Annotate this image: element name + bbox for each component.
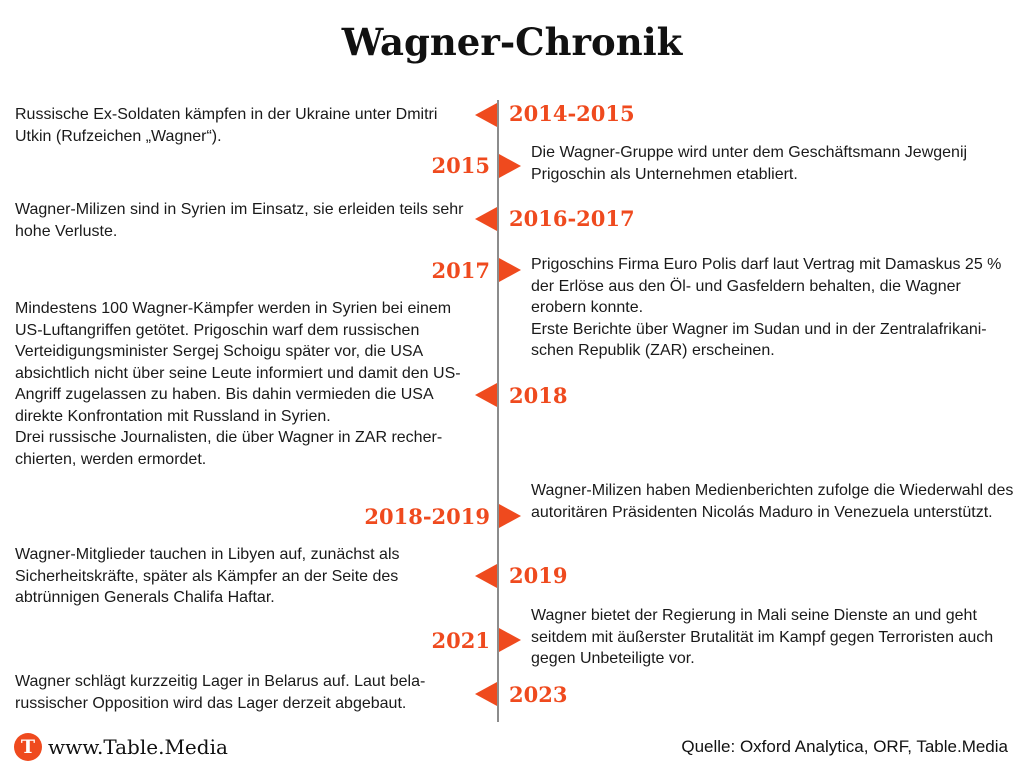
timeline-arrow-right bbox=[499, 628, 521, 652]
event-text bbox=[531, 605, 1016, 670]
timeline-arrow-left bbox=[475, 383, 497, 407]
timeline-arrow-right bbox=[499, 504, 521, 528]
event-paragraph: Wagner schlägt kurzzeitig Lager in Belarus auf. Laut belarussischer Opposition wird das Lager derzeit abgebaut. bbox=[15, 673, 426, 712]
event-paragraph: Mindestens 100 Wagner-Kämpfer werden in Syrien bei einem US-Luftangriffen getötet. Prigoschin warf dem russischen Verteidigungsminister Sergej Schoigu später vor, die USA absichtlich nicht über seine Leute informiert und damit den US-Angriff zugelassen zu haben. Bis dahin vermieden die USA direkte Konfrontation mit Russland in Syrien. bbox=[15, 300, 461, 425]
year-label: 2014-2015 bbox=[509, 101, 635, 126]
event-text bbox=[15, 199, 465, 242]
event-paragraph: Die Wagner-Gruppe wird unter dem Geschäftsmann Jewgenij Prigoschin als Unternehmen etabliert. bbox=[531, 144, 968, 183]
year-label: 2017 bbox=[431, 258, 490, 283]
event-text bbox=[531, 480, 1016, 523]
chart-title: Wagner-Chronik bbox=[341, 20, 683, 64]
site-url[interactable]: www.Table.Media bbox=[48, 735, 228, 759]
timeline-arrow-left bbox=[475, 682, 497, 706]
event-paragraph: Erste Berichte über Wagner im Sudan und in der Zentralafrikanischen Republik (ZAR) erscheinen. bbox=[531, 320, 987, 359]
year-label: 2023 bbox=[509, 682, 568, 707]
year-label: 2018 bbox=[509, 383, 568, 408]
year-label: 2019 bbox=[509, 563, 568, 588]
event-text bbox=[531, 142, 1016, 185]
event-paragraph: Drei russische Journalisten, die über Wagner in ZAR recherchierten, werden ermordet. bbox=[15, 429, 443, 468]
event-paragraph: Russische Ex-Soldaten kämpfen in der Ukraine unter Dmitri Utkin (Rufzeichen „Wagner“). bbox=[15, 106, 438, 145]
timeline-arrow-right bbox=[499, 258, 521, 282]
timeline-arrow-left bbox=[475, 207, 497, 231]
event-paragraph: Wagner-Milizen sind in Syrien im Einsatz, sie erleiden teils sehr hohe Verluste. bbox=[15, 201, 464, 240]
year-label: 2016-2017 bbox=[509, 206, 635, 231]
year-label: 2015 bbox=[431, 153, 490, 178]
table-media-logo-icon: T bbox=[14, 733, 42, 761]
year-label: 2021 bbox=[431, 628, 490, 653]
event-text bbox=[15, 544, 465, 609]
event-text bbox=[15, 298, 465, 470]
event-text bbox=[531, 254, 1016, 362]
event-text bbox=[15, 671, 465, 714]
year-label: 2018-2019 bbox=[364, 504, 490, 529]
event-paragraph: Wagner-Milizen haben Medienberichten zufolge die Wiederwahl des autoritären Präsidenten Nicolás Maduro in Venezuela unterstützt. bbox=[531, 482, 1014, 521]
source-note: Quelle: Oxford Analytica, ORF, Table.Media bbox=[681, 737, 1008, 756]
event-paragraph: Wagner-Mitglieder tauchen in Libyen auf, zunächst als Sicherheitskräfte, später als Kämpfer an der Seite des abtrünnigen Generals Chalifa Haftar. bbox=[15, 546, 400, 606]
event-text bbox=[15, 104, 465, 147]
event-paragraph: Wagner bietet der Regierung in Mali seine Dienste an und geht seitdem mit äußerster Brutalität im Kampf gegen Terroristen auch gegen Unbeteiligte vor. bbox=[531, 607, 994, 667]
timeline-arrow-right bbox=[499, 154, 521, 178]
event-paragraph: Prigoschins Firma Euro Polis darf laut Vertrag mit Damaskus 25 % der Erlöse aus den Öl- und Gasfeldern behalten, die Wagner erobern konnte. bbox=[531, 256, 1002, 316]
timeline-arrow-left bbox=[475, 103, 497, 127]
timeline-arrow-left bbox=[475, 564, 497, 588]
